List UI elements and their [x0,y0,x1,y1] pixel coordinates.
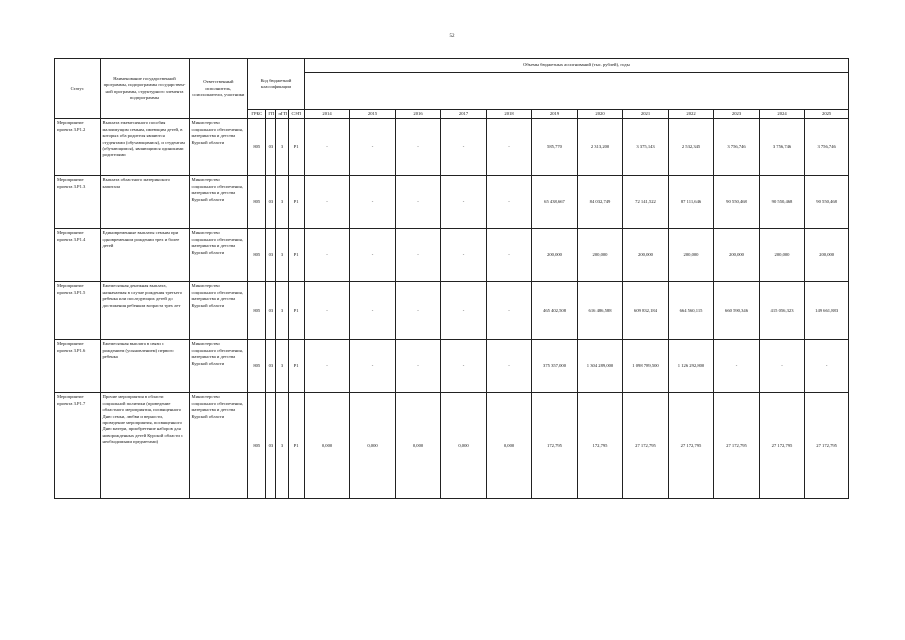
row-code: 03 [266,229,276,282]
row-value: 172,795 [577,393,623,499]
row-code: P1 [288,119,304,176]
row-value: 3 756,746 [805,119,849,176]
row-value: 27 172,795 [759,393,805,499]
row-value: 3 756,746 [759,119,805,176]
row-value: 1 126 292,800 [668,340,714,393]
row-value: 84 032,749 [577,176,623,229]
row-value: - [441,340,487,393]
row-status: Мероприятие проекта 3.P1.5 [55,282,101,340]
page-number: 52 [449,34,455,39]
row-value: - [304,282,350,340]
table-row [55,119,849,176]
row-value: - [486,282,532,340]
row-value: 90 550,468 [714,176,760,229]
header-code-sep: СЭП [288,110,304,119]
row-value: 200,000 [805,229,849,282]
header-year: 2022 [668,110,714,119]
row-value: 172,795 [532,393,578,499]
row-value: 616 486,588 [577,282,623,340]
row-value: - [350,229,396,282]
row-value: 664 560,115 [668,282,714,340]
row-value: 200,000 [577,229,623,282]
row-code: 3 [276,282,288,340]
row-value: 0,000 [486,393,532,499]
row-value: - [395,176,441,229]
row-code: P1 [288,340,304,393]
row-value: - [304,229,350,282]
budget-table [54,58,849,499]
row-status: Мероприятие проекта 3.P1.2 [55,119,101,176]
row-value: - [441,119,487,176]
row-executor: Министерство социального обеспечения, материнства и детства Курской области [189,340,248,393]
row-code: P1 [288,176,304,229]
row-value: - [441,282,487,340]
row-code: 3 [276,393,288,499]
table-row [55,176,849,229]
row-value: 27 172,795 [668,393,714,499]
row-code: 03 [266,340,276,393]
row-code: 3 [276,119,288,176]
row-value: - [304,176,350,229]
row-value: 72 141,522 [623,176,669,229]
header-year: 2019 [532,110,578,119]
row-value: 200,000 [532,229,578,282]
row-executor: Министерство социального обеспечения, материнства и детства Курской области [189,119,248,176]
row-value: 609 832,184 [623,282,669,340]
header-code-gp: ГП [266,110,276,119]
row-value: 415 056,323 [759,282,805,340]
header-year: 2023 [714,110,760,119]
row-value: 90 550,468 [805,176,849,229]
row-value: 3 375,143 [623,119,669,176]
row-code: 805 [248,119,266,176]
row-value: 27 172,795 [623,393,669,499]
row-value: 200,000 [668,229,714,282]
row-executor: Министерство социального обеспечения, материнства и детства Курской области [189,176,248,229]
row-name: Выплата областного материнского капитала [100,176,189,229]
row-value: - [759,340,805,393]
row-status: Мероприятие проекта 3.P1.4 [55,229,101,282]
row-value: 660 590,346 [714,282,760,340]
row-value: - [395,119,441,176]
header-name: Наименование государственной программы, подпрограммы государствен-ной программы, структурного элемента подпрограммы [100,59,189,119]
row-status: Мероприятие проекта 3.P1.6 [55,340,101,393]
row-value: - [486,340,532,393]
row-code: 03 [266,119,276,176]
row-value: 465 402,508 [532,282,578,340]
row-code: 805 [248,229,266,282]
table-row [55,393,849,499]
row-code: 03 [266,282,276,340]
header-year: 2021 [623,110,669,119]
row-code: 805 [248,340,266,393]
row-code: 805 [248,393,266,499]
row-value: - [805,340,849,393]
header-year: 2014 [304,110,350,119]
header-year: 2016 [395,110,441,119]
row-name: Ежемесячная денежная выплата, назначаемая в случае рождения третьего ребенка или последующих детей до достижения ребенком возраста трех лет [100,282,189,340]
row-value: 87 111,646 [668,176,714,229]
header-year: 2020 [577,110,623,119]
row-code: 3 [276,340,288,393]
row-code: P1 [288,282,304,340]
row-value: 585,770 [532,119,578,176]
header-volumes: Объемы бюджетных ассигнований (тыс. рублей), годы [304,59,848,73]
row-value: - [304,340,350,393]
row-value: 200,000 [759,229,805,282]
row-value: - [486,119,532,176]
header-budget-code: Код бюджетной классификации [248,59,305,110]
header-status: Статус [55,59,101,119]
row-value: 375 357,000 [532,340,578,393]
row-executor: Министерство социального обеспечения, материнства и детства Курской области [189,393,248,499]
row-code: 805 [248,176,266,229]
table-row [55,229,849,282]
row-value: - [714,340,760,393]
row-name: Единовременные выплаты семьям при одновременном рождении трех и более детей [100,229,189,282]
row-value: - [395,282,441,340]
header-row-top [55,59,849,73]
row-code: 805 [248,282,266,340]
row-value: 200,000 [623,229,669,282]
header-year: 2025 [805,110,849,119]
row-value: 1 304 289,000 [577,340,623,393]
header-code-grbs: ГРБС [248,110,266,119]
row-value: - [350,340,396,393]
row-value: 27 172,795 [714,393,760,499]
row-value: 200,000 [714,229,760,282]
row-status: Мероприятие проекта 3.P1.3 [55,176,101,229]
row-value: - [304,119,350,176]
header-year: 2024 [759,110,805,119]
header-year: 2017 [441,110,487,119]
row-value: - [350,119,396,176]
row-value: - [441,176,487,229]
row-value: 65 438,667 [532,176,578,229]
row-code: 03 [266,393,276,499]
header-code-pgp: пГП [276,110,288,119]
row-value: 0,000 [304,393,350,499]
header-spacer [304,73,848,110]
table-row [55,340,849,393]
header-year: 2018 [486,110,532,119]
header-year: 2015 [350,110,396,119]
header-executor: Ответственный исполнитель, соисполнители, участники [189,59,248,119]
row-code: P1 [288,229,304,282]
row-value: 1 098 789,500 [623,340,669,393]
row-value: - [486,176,532,229]
table-row [55,282,849,340]
row-value: - [395,340,441,393]
row-value: 90 550,468 [759,176,805,229]
row-name: Выплата ежемесячного пособия малоимущим семьям, имеющим детей, в которых оба родителя являются студентами (обучающимися), и студентам (обучающимся), являющимся одинокими родителями [100,119,189,176]
row-value: 2 313,200 [577,119,623,176]
row-code: 03 [266,176,276,229]
row-code: 3 [276,176,288,229]
row-value: 0,000 [441,393,487,499]
row-name: Прочие мероприятия в области социальной политики (проведение областного мероприятия, посвященного Дню семьи, любви и верности, проведение мероприятия, посвященного Дню матери, приобретение наборов для новорожденных детей Курской области с необходимыми предметами) [100,393,189,499]
row-value: 149 661,883 [805,282,849,340]
row-code: 3 [276,229,288,282]
row-value: - [441,229,487,282]
row-value: - [395,229,441,282]
row-value: 3 756,746 [714,119,760,176]
row-value: - [350,282,396,340]
row-executor: Министерство социального обеспечения, материнства и детства Курской области [189,282,248,340]
row-status: Мероприятие проекта 3.P1.7 [55,393,101,499]
row-value: - [486,229,532,282]
row-value: 0,000 [350,393,396,499]
row-executor: Министерство социального обеспечения, материнства и детства Курской области [189,229,248,282]
row-value: 2 532,345 [668,119,714,176]
row-value: 27 172,795 [805,393,849,499]
row-value: - [350,176,396,229]
row-code: P1 [288,393,304,499]
row-value: 0,000 [395,393,441,499]
row-name: Ежемесячная выплата в связи с рождением (усыновлением) первого ребенка [100,340,189,393]
